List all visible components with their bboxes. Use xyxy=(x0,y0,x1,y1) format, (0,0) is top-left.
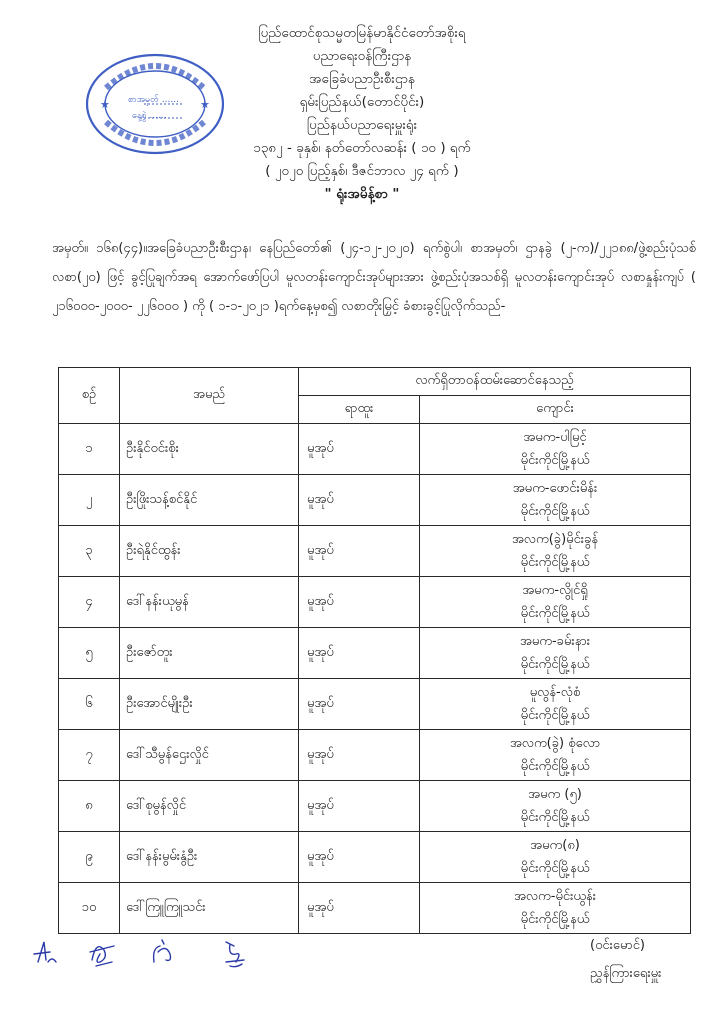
table-row xyxy=(59,730,691,781)
column-header-name: အမည် xyxy=(120,368,299,424)
column-header-no: စဉ် xyxy=(59,368,120,424)
table-row xyxy=(59,577,691,628)
row-number: ၂ xyxy=(59,475,120,526)
school-name: အမက-ဖောင်းမိန်း xyxy=(512,481,598,496)
school-township: မိုင်းကိုင်မြို့နယ် xyxy=(520,504,590,519)
school-township: မိုင်းကိုင်မြို့နယ် xyxy=(520,912,590,927)
staff-school xyxy=(420,883,691,934)
staff-name: ဒေါ်နန်းမွမ်းနွံဦး xyxy=(120,832,299,883)
staff-rank: မူအုပ် xyxy=(299,781,420,832)
header-line-gregorian-date: ( ၂၀၂၀ ပြည့်နှစ်၊ ဒီဇင်ဘာလ ၂၄ ရက် ) xyxy=(265,163,459,179)
row-number: ၁၀ xyxy=(59,883,120,934)
signature-mark-icon xyxy=(34,942,56,962)
signature-mark-icon xyxy=(90,946,114,966)
signatory-name: (ဝင်းမောင်) xyxy=(590,938,645,953)
table-row xyxy=(59,832,691,883)
row-number: ၄ xyxy=(59,577,120,628)
school-township: မိုင်းကိုင်မြို့နယ် xyxy=(520,759,590,774)
staff-rank: မူအုပ် xyxy=(299,577,420,628)
staff-rank: မူအုပ် xyxy=(299,424,420,475)
signatory-block xyxy=(590,932,710,988)
header-line-office: ပြည်နယ်ပညာရေးမှူးရုံး xyxy=(306,117,418,133)
table-row xyxy=(59,628,691,679)
table-row xyxy=(59,883,691,934)
school-name: မူလွန်-လုံစံ xyxy=(529,685,581,700)
staff-table xyxy=(58,367,691,934)
staff-rank: မူအုပ် xyxy=(299,526,420,577)
star-icon: ★ xyxy=(100,98,110,111)
school-name: အလက(ခွဲ) စုံလော xyxy=(509,736,601,751)
staff-school xyxy=(420,424,691,475)
school-township: မိုင်းကိုင်မြို့နယ် xyxy=(520,708,590,723)
school-township: မိုင်းကိုင်မြို့နယ် xyxy=(520,555,590,570)
staff-school xyxy=(420,577,691,628)
staff-name: ဦးဖြိုးသန့်စင်နိုင် xyxy=(120,475,299,526)
staff-rank: မူအုပ် xyxy=(299,832,420,883)
staff-school xyxy=(420,781,691,832)
table-row xyxy=(59,475,691,526)
school-township: မိုင်းကိုင်မြို့နယ် xyxy=(520,606,590,621)
school-township: မိုင်းကိုင်မြို့နယ် xyxy=(520,453,590,468)
staff-name: ဒေါ်နန်းယုမွန် xyxy=(120,577,299,628)
header-line-ministry: ပညာရေးဝန်ကြီးဌာန xyxy=(312,48,412,64)
row-number: ၇ xyxy=(59,730,120,781)
school-township: မိုင်းကိုင်မြို့နယ် xyxy=(520,657,590,672)
signature-mark-icon xyxy=(226,942,244,967)
staff-name: ဦးနိုင်ဝင်းစိုး xyxy=(120,424,299,475)
staff-school xyxy=(420,526,691,577)
school-name: အမက-လွိုင်ရှို xyxy=(522,583,588,598)
stamp-date-line: နေ့စွဲ ...... xyxy=(132,111,167,121)
table-row xyxy=(59,781,691,832)
staff-school xyxy=(420,628,691,679)
header-line-region: ရှမ်းပြည်နယ်(တောင်ပိုင်း) xyxy=(299,94,425,110)
row-number: ၆ xyxy=(59,679,120,730)
staff-school xyxy=(420,832,691,883)
staff-school xyxy=(420,679,691,730)
row-number: ၃ xyxy=(59,526,120,577)
header-line-myanmar-date: ၁၃၈၂ - ခုနှစ်၊ နတ်တော်လဆန်း ( ၁၀ ) ရက် xyxy=(253,140,471,156)
staff-rank: မူအုပ် xyxy=(299,628,420,679)
staff-school xyxy=(420,730,691,781)
school-township: မိုင်းကိုင်မြို့နယ် xyxy=(520,861,590,876)
staff-name: ဒေါ်ကြူကြူသင်း xyxy=(120,883,299,934)
staff-school xyxy=(420,475,691,526)
row-number: ၈ xyxy=(59,781,120,832)
signatory-title: ညွှန်ကြားရေးမှူး xyxy=(590,966,662,981)
header-line-department: အခြေခံပညာဦးစီးဌာန xyxy=(309,71,415,87)
order-paragraph: အမှတ်။ ၁၆၈(၄၄)။အခြေခံပညာဦးစီးဌာန၊ နေပြည်တော်၏ (၂၄-၁၂-၂၀၂၀) ရက်စွဲပါ၊ စာအမှတ်၊ ဌာနခွဲ (၂-က)/၂၂၁၈၈/ဖွဲ့စည်းပုံသစ်လစာ(၂၀) ဖြင့် ခွင့်ပြုချက်အရ အောက်ဖော်ပြပါ မူလတန်းကျောင်းအုပ်များအား ဖွဲ့စည်းပုံအသစ်ရှိ မူလတန်းကျောင်းအုပ် လစာနှုန်းကျပ် ( ၂၁၆၀၀၀-၂၀၀၀- ၂၂၆၀၀၀ ) ကို ( ၁-၁-၂၀၂၁ )ရက်နေ့မှစ၍ လစာတိုးမြှင့် ခံစားခွင့်ပြုလိုက်သည်- xyxy=(52,241,696,314)
staff-rank: မူအုပ် xyxy=(299,730,420,781)
school-name: အမက(၈) xyxy=(530,838,580,853)
staff-name: ဒေါ်သီမွန်ဌေးလှိုင် xyxy=(120,730,299,781)
staff-rank: မူအုပ် xyxy=(299,475,420,526)
table-row xyxy=(59,424,691,475)
staff-name: ဦးဇော်တူး xyxy=(120,628,299,679)
staff-name: ဦးရဲနိုင်ထွန်း xyxy=(120,526,299,577)
row-number: ၅ xyxy=(59,628,120,679)
staff-name: ဒေါ်စုမွန်လှိုင် xyxy=(120,781,299,832)
row-number: ၉ xyxy=(59,832,120,883)
school-name: အမက (၅) xyxy=(528,787,582,802)
letterhead xyxy=(0,22,724,206)
school-name: အမက-ပါမြင့် xyxy=(523,430,587,445)
row-number: ၁ xyxy=(59,424,120,475)
school-name: အမက-ခမ်းနား xyxy=(519,634,591,649)
stamp-ref-line: စာအမှတ် ...... xyxy=(128,95,179,105)
staff-rank: မူအုပ် xyxy=(299,883,420,934)
signature-mark-icon xyxy=(154,940,171,962)
column-header-rank: ရာထူး xyxy=(299,396,420,424)
school-township: မိုင်းကိုင်မြို့နယ် xyxy=(520,810,590,825)
table-row xyxy=(59,526,691,577)
initials-signatures xyxy=(30,932,260,972)
staff-name: ဦးအောင်မျိုးဦး xyxy=(120,679,299,730)
column-header-current-post: လက်ရှိတာဝန်ထမ်းဆောင်နေသည့် xyxy=(299,368,691,396)
document-title: " ရုံးအမိန့်စာ " xyxy=(324,186,400,202)
school-name: အလက-မိုင်းယွန်း xyxy=(513,889,597,904)
school-name: အလက(ခွဲ)မိုင်းခွန် xyxy=(511,532,599,547)
star-icon: ★ xyxy=(200,98,210,111)
staff-rank: မူအုပ် xyxy=(299,679,420,730)
table-row xyxy=(59,679,691,730)
header-line-government: ပြည်ထောင်စုသမ္မတမြန်မာနိုင်ငံတော်အစိုးရ xyxy=(258,25,466,41)
column-header-school: ကျောင်း xyxy=(420,396,691,424)
